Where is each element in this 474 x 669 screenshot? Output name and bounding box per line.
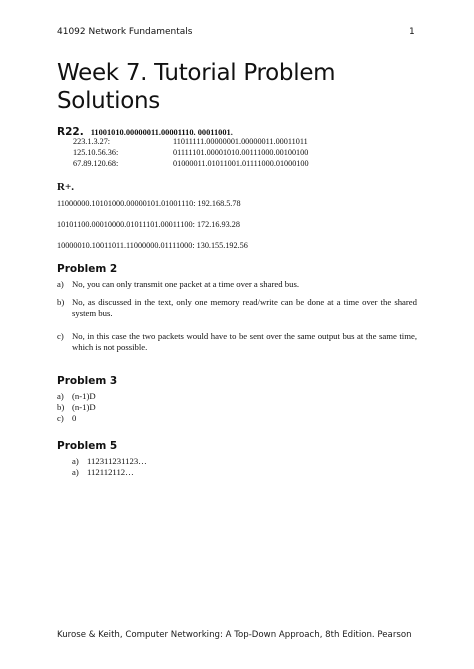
r22-row-bin: 01111101.00001010.00111000.00100100 — [173, 148, 309, 157]
r22-row-ip: 223.1.3.27: — [73, 137, 111, 146]
rplus-heading: R+. — [57, 181, 74, 193]
r22-row-ip: 125.10.56.36: — [73, 148, 119, 157]
item-text: No, in this case the two packets would have to be sent over the same output bus at the same time, which is not possible. — [72, 331, 417, 352]
problem5-heading: Problem 5 — [57, 440, 118, 452]
r22-bits: 11001010.00000011.00001110. 00011001. — [90, 128, 233, 137]
item-label: c) — [57, 413, 64, 423]
item-text: 112311231123… — [87, 456, 147, 466]
r22-row-ip: 67.89.120.68: — [73, 159, 119, 168]
running-header-course: 41092 Network Fundamentals — [57, 27, 193, 37]
item-text: 112112112… — [87, 467, 134, 477]
problem2-heading: Problem 2 — [57, 263, 118, 275]
item-text: No, you can only transmit one packet at a time over a shared bus. — [72, 279, 300, 289]
rplus-line: 11000000.10101000.00000101.01001110: 192.168.5.78 — [57, 199, 241, 208]
rplus-line: 10000010.10011011.11000000.01111000: 130.155.192.56 — [57, 241, 248, 250]
r22-row-bin: 01000011.01011001.01111000.01000100 — [173, 159, 309, 168]
item-label: b) — [57, 297, 65, 307]
item-label: c) — [57, 331, 64, 341]
item-label: a) — [72, 467, 79, 477]
item-text: (n-1)D — [72, 402, 96, 412]
item-label: a) — [57, 279, 64, 289]
item-label: a) — [57, 391, 64, 401]
item-label: b) — [57, 402, 65, 412]
item-label: a) — [72, 456, 79, 466]
item-text: No, as discussed in the text, only one memory read/write can be done at a time over the shared system bus. — [72, 297, 417, 318]
r22-heading: R22. — [57, 126, 84, 138]
r22-row-bin: 11011111.00000001.00000011.00011011 — [173, 137, 308, 146]
item-text: 0 — [72, 413, 77, 423]
page-number: 1 — [409, 27, 415, 37]
rplus-line: 10101100.00010000.01011101.00011100: 172.16.93.28 — [57, 220, 240, 229]
problem3-heading: Problem 3 — [57, 375, 118, 387]
item-text: (n-1)D — [72, 391, 96, 401]
page-footer: Kurose & Keith, Computer Networking: A Top-Down Approach, 8th Edition. Pearson — [57, 630, 412, 640]
page-title: Week 7. Tutorial Problem Solutions — [57, 60, 336, 114]
